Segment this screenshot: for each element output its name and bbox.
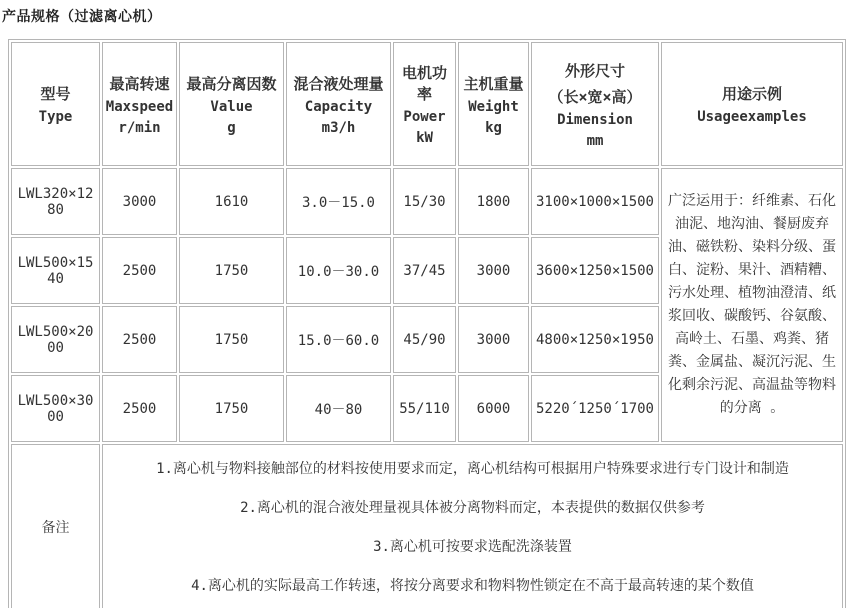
dimension-cell: 4800×1250×1950 [531, 306, 659, 373]
col-header-capacity [286, 42, 391, 166]
header-dimension-cn: 外形尺寸 [564, 61, 625, 80]
weight-cell: 6000 [458, 375, 529, 442]
dimension-cell: 3600×1250×1500 [531, 237, 659, 304]
weight-cell: 3000 [458, 306, 529, 373]
model-cell: LWL500×3000 [11, 375, 100, 442]
maxspeed-cell: 2500 [102, 375, 177, 442]
model-cell: LWL500×2000 [11, 306, 100, 373]
power-cell: 15/30 [393, 168, 456, 235]
header-maxspeed-cn: 最高转速 [109, 74, 170, 93]
header-capacity-en: Capacity [304, 98, 373, 115]
col-header-weight [458, 42, 529, 166]
header-maxspeed-en: Maxspeed [105, 98, 174, 115]
product-spec-table [8, 39, 846, 608]
maxspeed-cell: 2500 [102, 237, 177, 304]
remark-note-3: 3.离心机可按要求选配洗涤装置 [373, 538, 572, 555]
header-weight-unit: kg [485, 119, 502, 136]
header-usage-en: Usageexamples [697, 109, 807, 125]
capacity-cell: 15.0－60.0 [286, 306, 391, 373]
power-cell: 37/45 [393, 237, 456, 304]
page-title: 产品规格（过滤离心机） [2, 9, 162, 25]
remarks-label: 备注 [11, 444, 100, 608]
header-weight-cn: 主机重量 [463, 74, 524, 93]
col-header-power [393, 42, 456, 166]
dimension-cell: 5220´1250´1700 [531, 375, 659, 442]
header-power-en: Power [403, 109, 446, 125]
col-header-maxspeed [102, 42, 177, 166]
separation-factor-cell: 1750 [179, 306, 284, 373]
header-dimension-unit: mm [586, 132, 604, 149]
remarks-content [102, 444, 843, 608]
col-header-usage [661, 42, 843, 166]
header-usage-cn: 用途示例 [721, 85, 782, 103]
power-cell: 55/110 [393, 375, 456, 442]
header-value-unit: g [227, 119, 236, 136]
header-capacity-cn: 混合液处理量 [293, 74, 384, 93]
model-cell: LWL500×1540 [11, 237, 100, 304]
header-dimension-en: Dimension [557, 111, 633, 128]
capacity-cell: 10.0－30.0 [286, 237, 391, 304]
capacity-cell: 3.0－15.0 [286, 168, 391, 235]
header-weight-en: Weight [468, 98, 519, 115]
header-row [11, 42, 843, 166]
header-value-cn: 最高分离因数 [186, 74, 277, 93]
header-dimension-cn2: （长×宽×高） [548, 87, 642, 106]
table-row-lwl320x1280 [11, 168, 843, 235]
weight-cell: 1800 [458, 168, 529, 235]
remark-note-4: 4.离心机的实际最高工作转速，将按分离要求和物料物性锁定在不高于最高转速的某个数值 [191, 577, 754, 594]
header-value-en: Value [210, 98, 253, 115]
header-type-cn: 型号 [40, 85, 71, 103]
dimension-cell: 3100×1000×1500 [531, 168, 659, 235]
header-power-cn: 电机功率 [401, 64, 447, 103]
maxspeed-cell: 3000 [102, 168, 177, 235]
maxspeed-cell: 2500 [102, 306, 177, 373]
usage-examples-cell: 广泛运用于：纤维素、石化油泥、地沟油、餐厨废弃油、磁铁粉、染料分级、蛋白、淀粉、果汁、酒精糟、污水处理、植物油澄清、纸浆回收、碳酸钙、谷氨酸、高岭土、石墨、鸡粪、猪粪、金属盐、凝沉污泥、生化剩余污泥、高温盐等物料的分离 。 [661, 168, 843, 442]
header-capacity-unit: m3/h [321, 119, 356, 136]
col-header-dimension [531, 42, 659, 166]
header-type-en: Type [38, 109, 73, 125]
remark-note-2: 2.离心机的混合液处理量视具体被分离物料而定，本表提供的数据仅供参考 [240, 499, 705, 516]
remark-note-1: 1.离心机与物料接触部位的材料按使用要求而定，离心机结构可根据用户特殊要求进行专门设计和制造 [156, 460, 789, 477]
separation-factor-cell: 1610 [179, 168, 284, 235]
remarks-row [11, 444, 843, 608]
header-maxspeed-unit: r/min [118, 119, 161, 136]
col-header-type [11, 42, 100, 166]
separation-factor-cell: 1750 [179, 375, 284, 442]
power-cell: 45/90 [393, 306, 456, 373]
col-header-separation-factor [179, 42, 284, 166]
header-power-unit: kW [416, 130, 433, 146]
capacity-cell: 40－80 [286, 375, 391, 442]
model-cell: LWL320×1280 [11, 168, 100, 235]
separation-factor-cell: 1750 [179, 237, 284, 304]
weight-cell: 3000 [458, 237, 529, 304]
